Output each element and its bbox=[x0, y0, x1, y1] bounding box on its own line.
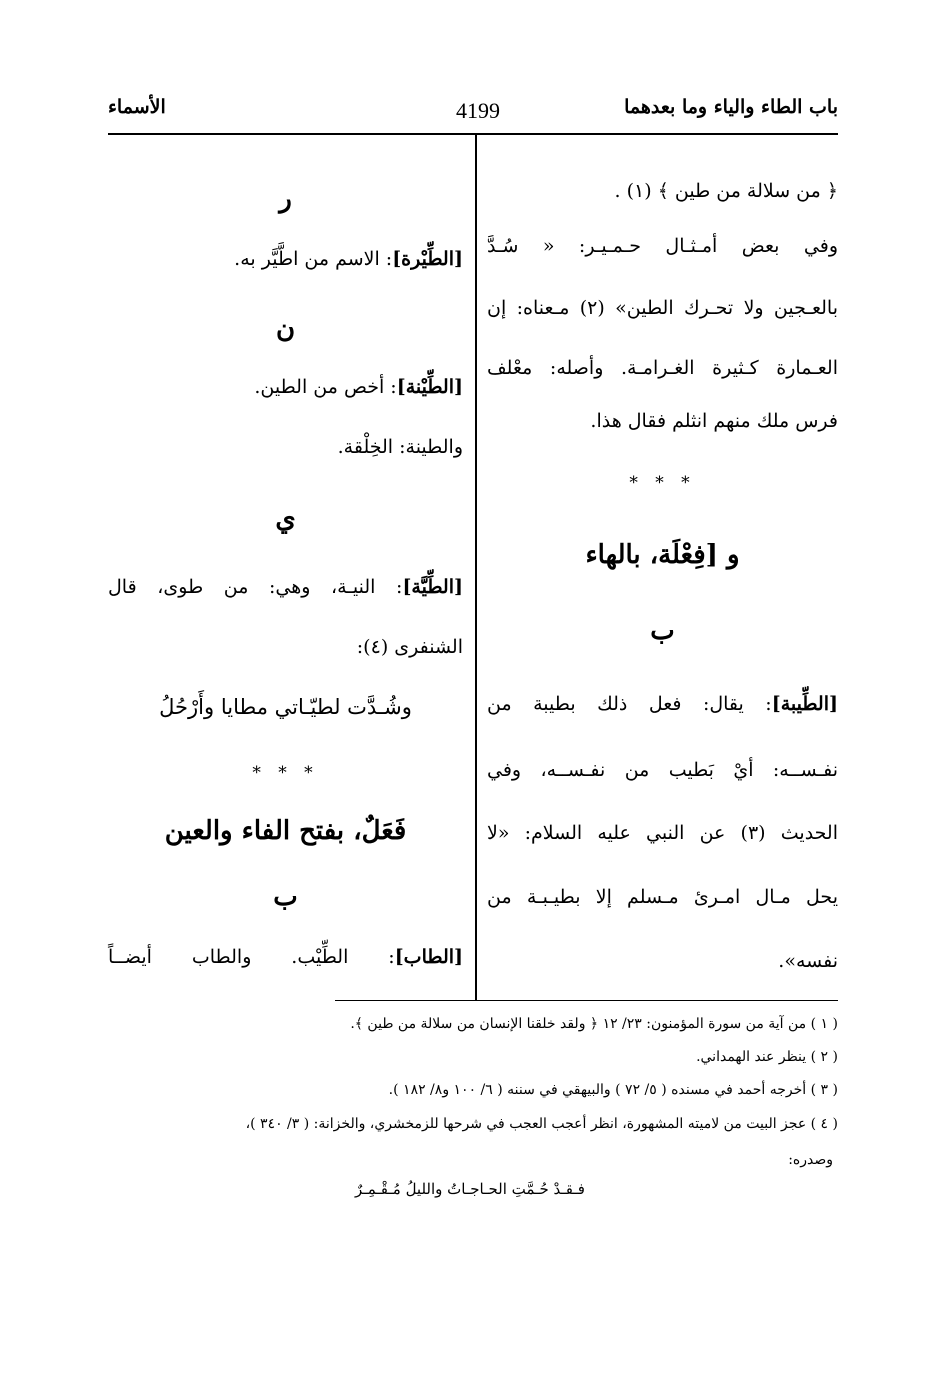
footnote-1: ( ١ ) من آية من سورة المؤمنون: ٢٣/ ١٢ ﴿ ولقد خلقنا الإنسان من سلالة من طين ﴾. bbox=[350, 1016, 838, 1032]
letter-heading: ب bbox=[273, 882, 298, 912]
header-rule bbox=[108, 133, 838, 135]
section-heading: فَعَلٌ، بفتح الفاء والعين bbox=[164, 816, 407, 846]
letter-heading: ي bbox=[275, 504, 296, 534]
entry-term: [الطِّيْنة] bbox=[396, 376, 463, 398]
text-line: نفسه». bbox=[778, 950, 838, 972]
section-heading: و [فِعْلَة، بالهاء bbox=[585, 540, 740, 570]
footnote-3: ( ٣ ) أخرجه أحمد في مسنده ( ٥/ ٧٢ ) والبيهقي في سننه ( ٦/ ١٠٠ و٨/ ١٨٢ ). bbox=[388, 1082, 838, 1098]
text-line: العـمارة كـثيرة الغـرامـة. وأصله: معْلف bbox=[487, 357, 838, 379]
entry-term: [الطِّيَّة] bbox=[402, 576, 463, 598]
entry-definition: : النيـة، وهي: من طوى، قال bbox=[108, 576, 403, 598]
entry-term: [الطِّيْرة] bbox=[392, 248, 463, 270]
entry-term: [الطِّيبة] bbox=[771, 693, 838, 715]
entry-definition: : الاسم من اطَّيَّر به. bbox=[234, 248, 393, 270]
footnote-verse: فـقـدْ حُـمَّتِ الحـاجـاتُ والليلُ مُـقْـمِـرٌ bbox=[355, 1180, 585, 1198]
section-separator: * * * bbox=[252, 763, 319, 783]
section-title: الأسماء bbox=[108, 96, 166, 118]
page-number: 4199 bbox=[456, 98, 500, 123]
text-line: نفـســه: أيْ بَطيب من نفـســه، وفي bbox=[487, 759, 838, 781]
entry-tira bbox=[234, 246, 463, 272]
letter-heading: ن bbox=[275, 314, 296, 344]
footnote-rule bbox=[335, 1000, 838, 1001]
chapter-title: باب الطاء والياء وما بعدهما bbox=[624, 96, 838, 118]
page-header bbox=[108, 96, 838, 136]
column-divider bbox=[475, 135, 477, 1000]
entry-tina bbox=[254, 374, 463, 400]
footnote-2: ( ٢ ) ينظر عند الهمداني. bbox=[696, 1049, 838, 1065]
text-line: والطينة: الخِلْقة. bbox=[337, 436, 463, 458]
footnote-4: ( ٤ ) عجز البيت من لاميته المشهورة، انظر أعجب العجب في شرحها للزمخشري، والخزانة: ( ٣/ ٣٤٠ )، bbox=[245, 1116, 838, 1132]
letter-heading: ب bbox=[650, 616, 675, 646]
text-line: الشنفرى (٤): bbox=[356, 636, 463, 658]
entry-term: [الطاب] bbox=[394, 946, 463, 968]
text-line: يحل مـال امـرئ مـسلم إلا بطيـبـة من bbox=[487, 886, 838, 908]
quran-quote: ﴿ من سلالة من طين ﴾ (١) . bbox=[614, 180, 838, 202]
verse-line: وشُـدَّت لطيّـاتي مطايا وأَرْحُلُ bbox=[159, 695, 412, 719]
section-separator: * * * bbox=[629, 473, 696, 493]
entry-tayba bbox=[487, 691, 838, 717]
entry-definition: : يقال: فعل ذلك بطيبة من bbox=[487, 693, 772, 715]
entry-tab bbox=[108, 944, 463, 970]
entry-tiyya bbox=[108, 574, 463, 600]
text-line: وفي بعض أمـثـال حـمـيـر: « سُـدَّ bbox=[487, 235, 838, 257]
letter-heading: ر bbox=[279, 184, 292, 214]
entry-definition: : الطِّيْب. والطاب أيضــاً bbox=[108, 946, 395, 968]
text-line: بالعـجين ولا تحـرك الطين» (٢) مـعناه: إن bbox=[487, 297, 838, 319]
text-line: الحديث (٣) عن النبي عليه السلام: «لا bbox=[487, 822, 839, 844]
text-line: فرس ملك منهم انثلم فقال هذا. bbox=[590, 410, 838, 432]
entry-definition: : أخص من الطين. bbox=[254, 376, 397, 398]
footnote-4-continued: وصدره: bbox=[788, 1152, 833, 1168]
